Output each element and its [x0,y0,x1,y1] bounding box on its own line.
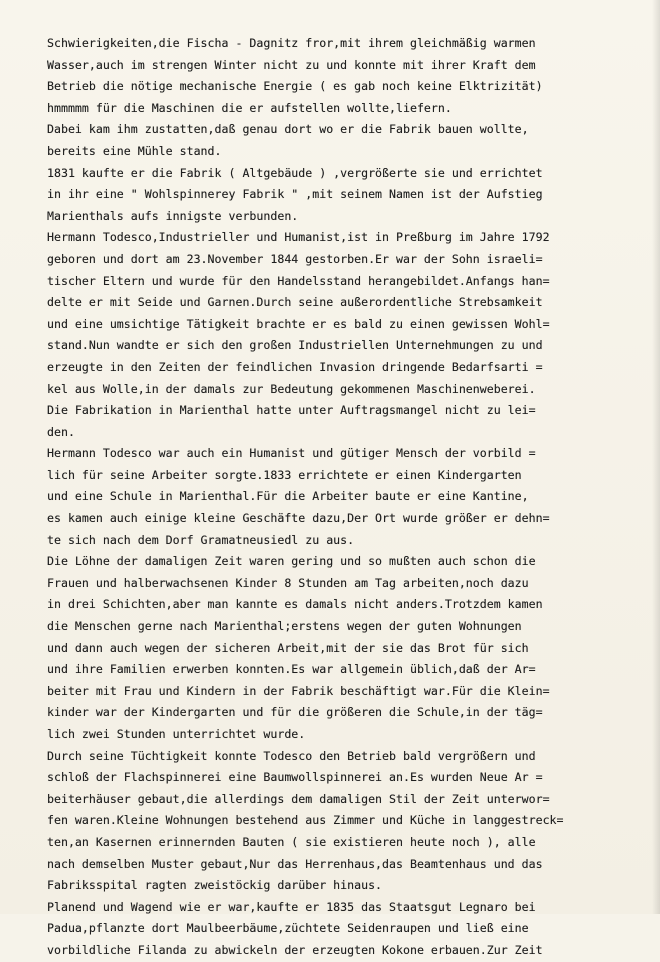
text-line: kinder war der Kindergarten und für die größeren die Schule,in der täg= [47,705,543,720]
text-line: Hermann Todesco war auch ein Humanist und gütiger Mensch der vorbild = [47,446,536,461]
text-line: und eine Schule in Marienthal.Für die Arbeiter baute er eine Kantine, [47,489,529,504]
text-line: kel aus Wolle,in der damals zur Bedeutung gekommenen Maschinenweberei. [47,381,536,396]
text-line: Frauen und halberwachsenen Kinder 8 Stunden am Tag arbeiten,noch dazu [47,575,529,590]
typewritten-text-block [47,33,647,962]
text-line: Wasser,auch im strengen Winter nicht zu und konnte mit ihrer Kraft dem [47,57,536,72]
text-line: und eine umsichtige Tätigkeit brachte er es bald zu einen gewissen Wohl= [47,316,550,331]
text-line: die Menschen gerne nach Marienthal;erstens wegen der guten Wohnungen [47,619,522,634]
text-line: erzeugte in den Zeiten der feindlichen Invasion dringende Bedarfsarti = [47,359,543,374]
text-line: fen waren.Kleine Wohnungen bestehend aus Zimmer und Küche in langgestreck= [47,813,564,828]
text-line: Fabriksspital ragten zweistöckig darüber hinaus. [47,878,383,893]
text-line: beiter mit Frau und Kindern in der Fabrik beschäftigt war.Für die Klein= [47,683,550,698]
text-line: Die Löhne der damaligen Zeit waren gering und so mußten auch schon die [47,554,536,569]
text-line: und ihre Familien erwerben konnten.Es war allgemein üblich,daß der Ar= [47,662,536,677]
text-line: stand.Nun wandte er sich den großen Industriellen Unternehmungen zu und [47,338,543,353]
text-line: in drei Schichten,aber man kannte es damals nicht anders.Trotzdem kamen [47,597,543,612]
text-line: beiterhäuser gebaut,die allerdings dem damaligen Stil der Zeit unterwor= [47,791,550,806]
text-line: 1831 kaufte er die Fabrik ( Altgebäude ) ,vergrößerte sie und errichtet [47,165,543,180]
text-line: den. [47,424,75,439]
text-line: tischer Eltern und wurde für den Handelsstand herangebildet.Anfangs han= [47,273,550,288]
text-line: Dabei kam ihm zustatten,daß genau dort wo er die Fabrik bauen wollte, [47,122,529,137]
text-line: Schwierigkeiten,die Fischa - Dagnitz fror,mit ihrem gleichmäßig warmen [47,36,536,50]
text-line: lich zwei Stunden unterrichtet wurde. [47,727,306,741]
text-line: Marienthals aufs innigste verbunden. [47,208,299,223]
text-line: hmmmmm für die Maschinen die er aufstellen wollte,liefern. [47,100,452,115]
text-line: bereits eine Mühle stand. [47,143,222,158]
paper-edge-shadow [652,0,660,914]
text-line: Durch seine Tüchtigkeit konnte Todesco den Betrieb bald vergrößern und [47,748,536,763]
text-line: ten,an Kasernen erinnernden Bauten ( sie existieren heute noch ), alle [47,834,536,849]
text-line: Betrieb die nötige mechanische Energie ( es gab noch keine Elktrizität) [47,79,543,94]
text-line: nach demselben Muster gebaut,Nur das Herrenhaus,das Beamtenhaus und das [47,856,543,871]
text-line: Hermann Todesco,Industrieller und Humanist,ist in Preßburg im Jahre 1792 [47,230,550,245]
text-line: lich für seine Arbeiter sorgte.1833 errichtete er einen Kindergarten [47,467,522,482]
text-line: schloß der Flachspinnerei eine Baumwollspinnerei an.Es wurden Neue Ar = [47,770,543,785]
text-line: in ihr eine " Wohlspinnerey Fabrik " ,mit seinem Namen ist der Aufstieg [47,187,543,202]
text-line: vorbildliche Filanda zu abwickeln der erzeugten Kokone erbauen.Zur Zeit [47,942,543,957]
text-line: delte er mit Seide und Garnen.Durch seine außerordentliche Strebsamkeit [47,295,543,310]
text-line: Planend und Wagend wie er war,kaufte er 1835 das Staatsgut Legnaro bei [47,899,536,914]
text-line: te sich nach dem Dorf Gramatneusiedl zu aus. [47,532,355,547]
text-line: geboren und dort am 23.November 1844 gestorben.Er war der Sohn israeli= [47,251,543,266]
text-line: es kamen auch einige kleine Geschäfte dazu,Der Ort wurde größer er dehn= [47,511,550,526]
text-line: Padua,pflanzte dort Maulbeerbäume,züchtete Seidenraupen und ließ eine [47,921,529,936]
text-line: Die Fabrikation in Marienthal hatte unter Auftragsmangel nicht zu lei= [47,403,536,418]
text-line: und dann auch wegen der sicheren Arbeit,mit der sie das Brot für sich [47,640,529,655]
